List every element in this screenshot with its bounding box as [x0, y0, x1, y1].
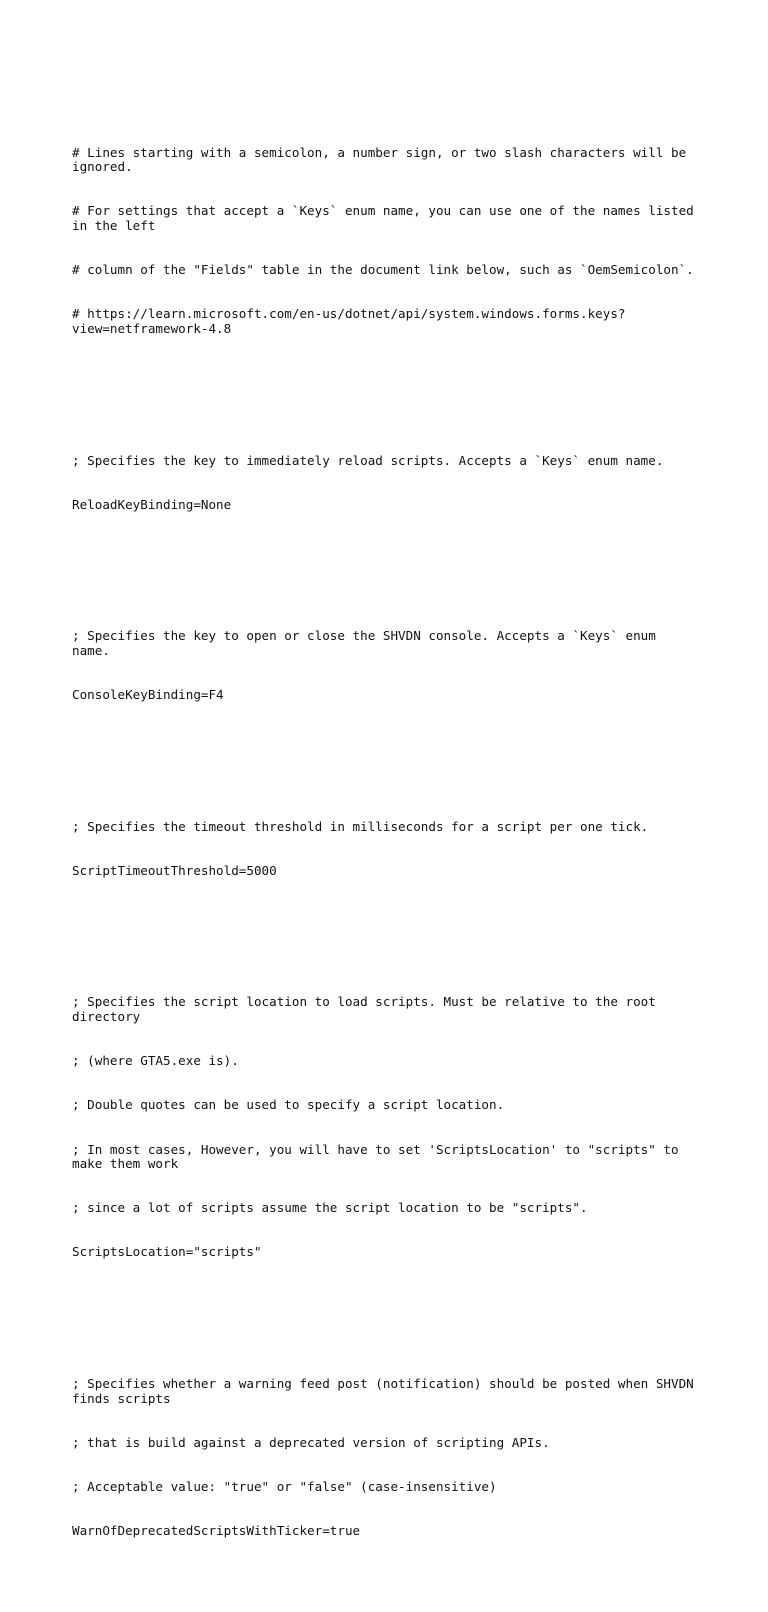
comment-line: # For settings that accept a `Keys` enum name, you can use one of the names listed in the left [72, 203, 702, 234]
setting-line: WarnOfDeprecatedScriptsWithTicker=true [72, 1523, 361, 1539]
console-key-setting-block [72, 600, 700, 732]
setting-line: ConsoleKeyBinding=F4 [72, 687, 224, 703]
comment-line: ; that is build against a deprecated version of scripting APIs. [72, 1434, 550, 1450]
reload-key-setting-block [72, 424, 700, 542]
comment-line: ; Acceptable value: "true" or "false" (case-insensitive) [72, 1478, 497, 1494]
comment-line: ; Specifies the key to open or close the SHVDN console. Accepts a `Keys` enum name. [72, 628, 664, 659]
comment-line: ; Double quotes can be used to specify a script location. [72, 1097, 505, 1113]
comment-line: # column of the "Fields" table in the document link below, such as `OemSemicolon`. [72, 262, 694, 278]
comment-line: ; Specifies whether a warning feed post (notification) should be posted when SHVDN finds scripts [72, 1376, 702, 1406]
comment-line: ; Specifies the timeout threshold in milliseconds for a script per one tick. [72, 818, 649, 834]
deprecated-warning-setting-block [72, 1348, 700, 1569]
config-document [72, 72, 700, 1612]
scripts-location-setting-block [72, 966, 700, 1289]
comment-line: ; since a lot of scripts assume the script location to be "scripts". [72, 1200, 588, 1216]
script-timeout-setting-block [72, 790, 700, 908]
comment-line: ; In most cases, However, you will have to set 'ScriptsLocation' to "scripts" to make them work [72, 1141, 687, 1172]
comment-line: # Lines starting with a semicolon, a number sign, or two slash characters will be ignored. [72, 144, 694, 175]
comment-line: ; (where GTA5.exe is). [72, 1053, 239, 1069]
comment-line: # https://learn.microsoft.com/en-us/dotnet/api/system.windows.forms.keys?view=netframework-4.8 [72, 306, 626, 336]
header-comment-block [72, 116, 700, 366]
setting-line: ReloadKeyBinding=None [72, 496, 232, 512]
comment-line: ; Specifies the key to immediately reload scripts. Accepts a `Keys` enum name. [72, 452, 664, 468]
setting-line: ScriptsLocation="scripts" [72, 1244, 262, 1260]
setting-line: ScriptTimeoutThreshold=5000 [72, 862, 277, 878]
comment-line: ; Specifies the script location to load scripts. Must be relative to the root directory [72, 994, 664, 1025]
